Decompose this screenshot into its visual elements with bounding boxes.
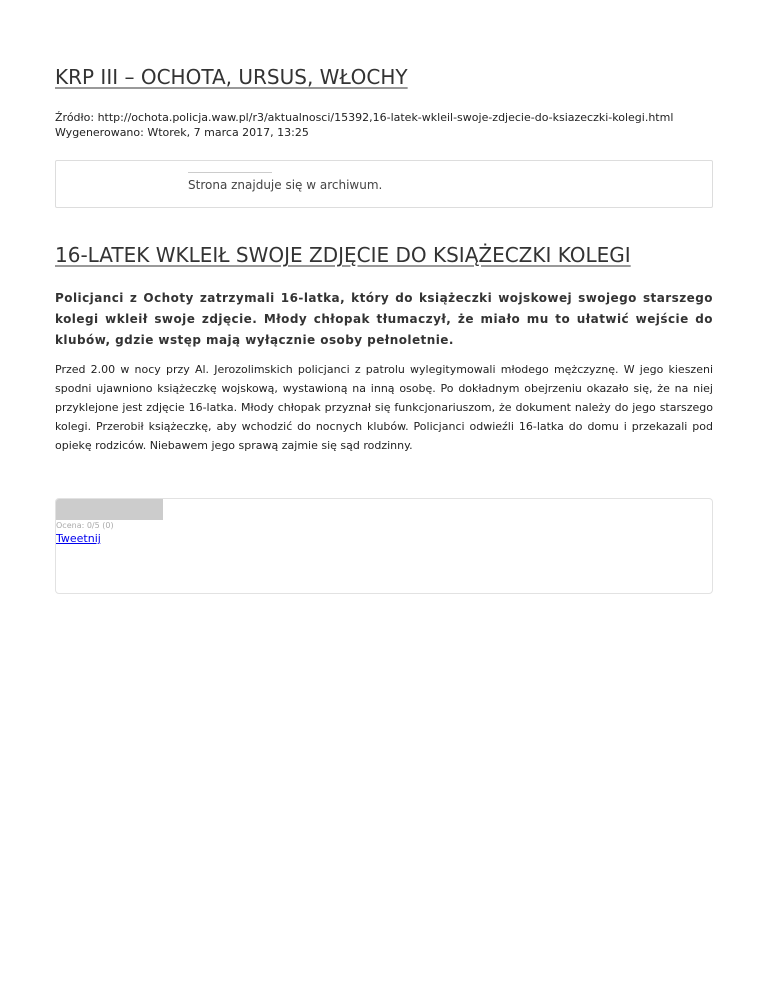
print-meta	[55, 110, 673, 140]
archive-notice-text: Strona znajduje się w archiwum.	[188, 178, 383, 192]
article-lead: Policjanci z Ochoty zatrzymali 16-latka, który do książeczki wojskowej swojego starszego kolegi wkleił swoje zdjęcie. Młody chłopak tłumaczył, że miało mu to ułatwić wejście do klubów, gdzie wstęp mają wyłącznie osoby pełnoletnie.	[55, 291, 713, 347]
rating-share-box	[55, 498, 713, 594]
site-title: KRP III – OCHOTA, URSUS, WŁOCHY	[55, 65, 408, 89]
archive-notice-box	[55, 160, 713, 208]
article-title: 16-LATEK WKLEIŁ SWOJE ZDJĘCIE DO KSIĄŻECZKI KOLEGI	[55, 243, 631, 267]
source-line: Źródło: http://ochota.policja.waw.pl/r3/aktualnosci/15392,16-latek-wkleil-swoje-zdjecie-do-ksiazeczki-kolegi.html	[55, 111, 674, 124]
rating-label: Ocena: 0/5 (0)	[56, 521, 114, 530]
archive-divider	[188, 172, 272, 173]
generated-line: Wygenerowano: Wtorek, 7 marca 2017, 13:25	[55, 126, 309, 139]
rating-stars-bar[interactable]	[56, 499, 163, 520]
tweet-link[interactable]: Tweetnij	[56, 532, 101, 545]
article-body: Przed 2.00 w nocy przy Al. Jerozolimskich policjanci z patrolu wylegitymowali młodego mężczyznę. W jego kieszeni spodni ujawniono książeczkę wojskową, wystawioną na inną osobę. Po dokładnym obejrzeniu okazało się, że na niej przyklejone jest zdjęcie 16-latka. Młody chłopak przyznał się funkcjonariuszom, że dokument należy do jego starszego kolegi. Przerobił książeczkę, aby wchodzić do nocnych klubów. Policjanci odwieźli 16-latka do domu i przekazali pod opiekę rodziców. Niebawem jego sprawą zajmie się sąd rodzinny.	[55, 363, 713, 452]
